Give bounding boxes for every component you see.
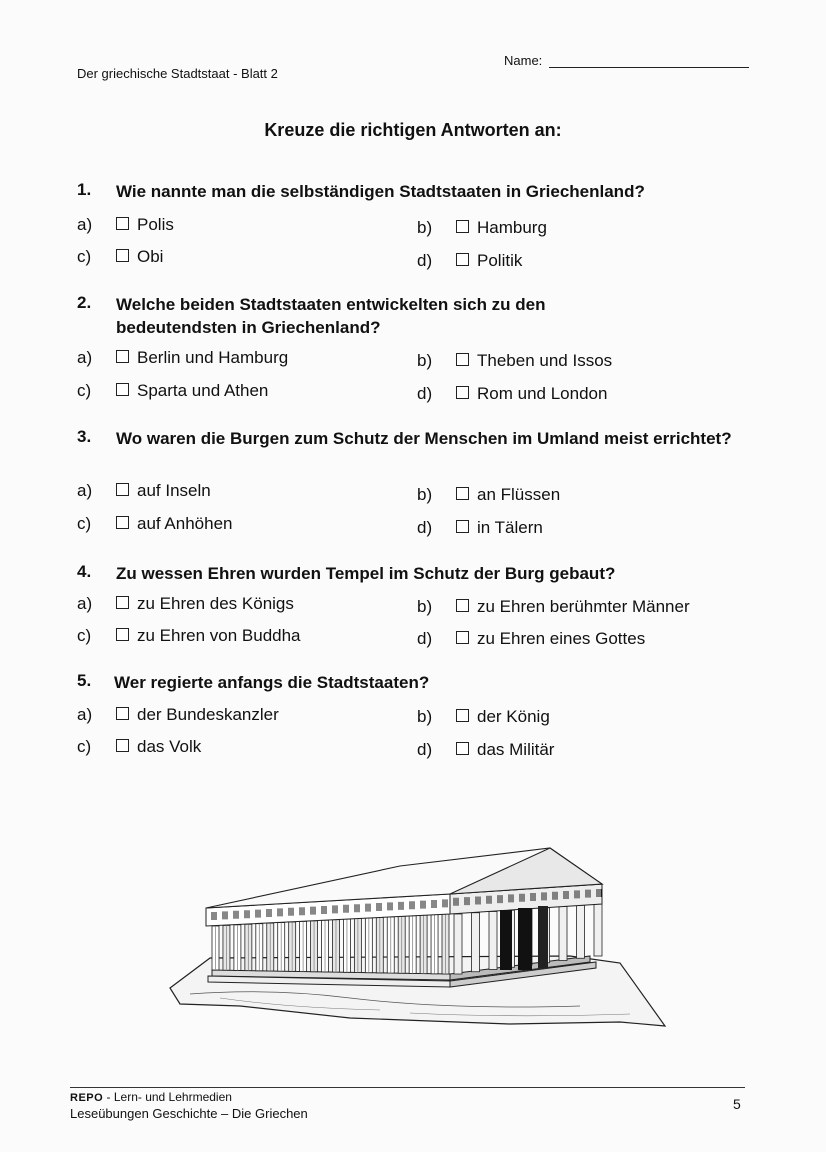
checkbox-icon[interactable]	[116, 483, 129, 496]
q5-option-c-label: das Volk	[137, 737, 202, 756]
q1-option-b[interactable]	[456, 218, 547, 238]
question-3-number: 3.	[77, 427, 92, 446]
checkbox-icon[interactable]	[116, 596, 129, 609]
checkbox-icon[interactable]	[116, 628, 129, 641]
sheet-title: Der griechische Stadtstaat - Blatt 2	[77, 66, 278, 81]
q5-option-b-label: der König	[477, 707, 550, 726]
q5-option-d[interactable]	[456, 740, 554, 760]
greek-temple-icon	[150, 838, 670, 1033]
question-3-text: Wo waren die Burgen zum Schutz der Menschen im Umland meist errichtet?	[116, 429, 732, 448]
checkbox-icon[interactable]	[116, 249, 129, 262]
checkbox-icon[interactable]	[456, 487, 469, 500]
checkbox-icon[interactable]	[116, 739, 129, 752]
q5-option-b[interactable]	[456, 707, 550, 727]
q2-option-d-label: Rom und London	[477, 384, 608, 403]
page-number: 5	[733, 1096, 741, 1112]
q4-option-a-label: zu Ehren des Königs	[137, 594, 294, 613]
q2-option-b[interactable]	[456, 351, 612, 371]
q2-option-d[interactable]	[456, 384, 607, 404]
q4-option-d[interactable]	[456, 629, 645, 649]
q2-option-d-letter: d)	[417, 384, 433, 403]
q1-option-a-label: Polis	[137, 215, 174, 234]
checkbox-icon[interactable]	[456, 599, 469, 612]
checkbox-icon[interactable]	[116, 707, 129, 720]
q2-option-a-label: Berlin und Hamburg	[137, 348, 289, 367]
q1-option-a-letter: a)	[77, 215, 93, 234]
q5-option-b-letter: b)	[417, 707, 433, 726]
q4-option-a-letter: a)	[77, 594, 93, 613]
checkbox-icon[interactable]	[456, 253, 469, 266]
q4-option-b-letter: b)	[417, 597, 433, 616]
q1-option-c-letter: c)	[77, 247, 92, 266]
q1-option-b-letter: b)	[417, 218, 433, 237]
question-2-number: 2.	[77, 293, 92, 312]
q2-option-b-letter: b)	[417, 351, 433, 370]
question-5-text: Wer regierte anfangs die Stadtstaaten?	[114, 673, 430, 692]
q1-option-d-label: Politik	[477, 251, 523, 270]
q2-option-a-letter: a)	[77, 348, 93, 367]
name-write-line[interactable]	[549, 67, 749, 68]
checkbox-icon[interactable]	[456, 631, 469, 644]
q5-option-c[interactable]	[116, 737, 201, 757]
q3-option-d-letter: d)	[417, 518, 433, 537]
publisher-line	[70, 1090, 232, 1104]
q1-option-b-label: Hamburg	[477, 218, 547, 237]
instruction-heading: Kreuze die richtigen Antworten an:	[264, 120, 562, 140]
checkbox-icon[interactable]	[456, 742, 469, 755]
q4-option-b[interactable]	[456, 597, 690, 617]
q2-option-c-letter: c)	[77, 381, 92, 400]
question-2-text: Welche beiden Stadtstaaten entwickelten sich zu den bedeutendsten in Griechenland?	[116, 295, 546, 337]
question-4-text: Zu wessen Ehren wurden Tempel im Schutz der Burg gebaut?	[116, 564, 616, 583]
q3-option-c-letter: c)	[77, 514, 92, 533]
q3-option-b[interactable]	[456, 485, 560, 505]
q2-option-b-label: Theben und Issos	[477, 351, 613, 370]
q5-option-d-label: das Militär	[477, 740, 555, 759]
checkbox-icon[interactable]	[456, 220, 469, 233]
question-4-number: 4.	[77, 562, 92, 581]
q4-option-c[interactable]	[116, 626, 301, 646]
q1-option-d-letter: d)	[417, 251, 433, 270]
q3-option-a-label: auf Inseln	[137, 481, 211, 500]
q1-option-c-label: Obi	[137, 247, 164, 266]
q5-option-a[interactable]	[116, 705, 279, 725]
q2-option-c-label: Sparta und Athen	[137, 381, 269, 400]
q5-option-a-letter: a)	[77, 705, 93, 724]
checkbox-icon[interactable]	[456, 520, 469, 533]
footer-divider	[70, 1087, 745, 1088]
publisher-brand: REPO	[70, 1092, 104, 1104]
q4-option-d-letter: d)	[417, 629, 433, 648]
q4-option-a[interactable]	[116, 594, 294, 614]
book-title: Leseübungen Geschichte – Die Griechen	[70, 1106, 308, 1121]
checkbox-icon[interactable]	[116, 383, 129, 396]
question-5-number: 5.	[77, 671, 92, 690]
q4-option-d-label: zu Ehren eines Gottes	[477, 629, 646, 648]
name-label: Name:	[504, 53, 543, 68]
q5-option-a-label: der Bundeskanzler	[137, 705, 279, 724]
q3-option-c-label: auf Anhöhen	[137, 514, 233, 533]
q3-option-c[interactable]	[116, 514, 232, 534]
checkbox-icon[interactable]	[456, 709, 469, 722]
q3-option-b-letter: b)	[417, 485, 433, 504]
question-1-text: Wie nannte man die selbständigen Stadtstaaten in Griechenland?	[116, 182, 645, 201]
q2-option-c[interactable]	[116, 381, 268, 401]
checkbox-icon[interactable]	[456, 386, 469, 399]
q4-option-c-label: zu Ehren von Buddha	[137, 626, 301, 645]
q1-option-d[interactable]	[456, 251, 522, 271]
publisher-text: - Lern- und Lehrmedien	[103, 1090, 232, 1104]
checkbox-icon[interactable]	[456, 353, 469, 366]
q5-option-d-letter: d)	[417, 740, 433, 759]
q1-option-a[interactable]	[116, 215, 174, 235]
q4-option-c-letter: c)	[77, 626, 92, 645]
q3-option-a[interactable]	[116, 481, 211, 501]
q4-option-b-label: zu Ehren berühmter Männer	[477, 597, 690, 616]
q2-option-a[interactable]	[116, 348, 288, 368]
q3-option-d[interactable]	[456, 518, 543, 538]
question-1-number: 1.	[77, 180, 92, 199]
checkbox-icon[interactable]	[116, 516, 129, 529]
checkbox-icon[interactable]	[116, 217, 129, 230]
q3-option-d-label: in Tälern	[477, 518, 543, 537]
q3-option-a-letter: a)	[77, 481, 93, 500]
checkbox-icon[interactable]	[116, 350, 129, 363]
q1-option-c[interactable]	[116, 247, 163, 267]
q5-option-c-letter: c)	[77, 737, 92, 756]
q3-option-b-label: an Flüssen	[477, 485, 561, 504]
